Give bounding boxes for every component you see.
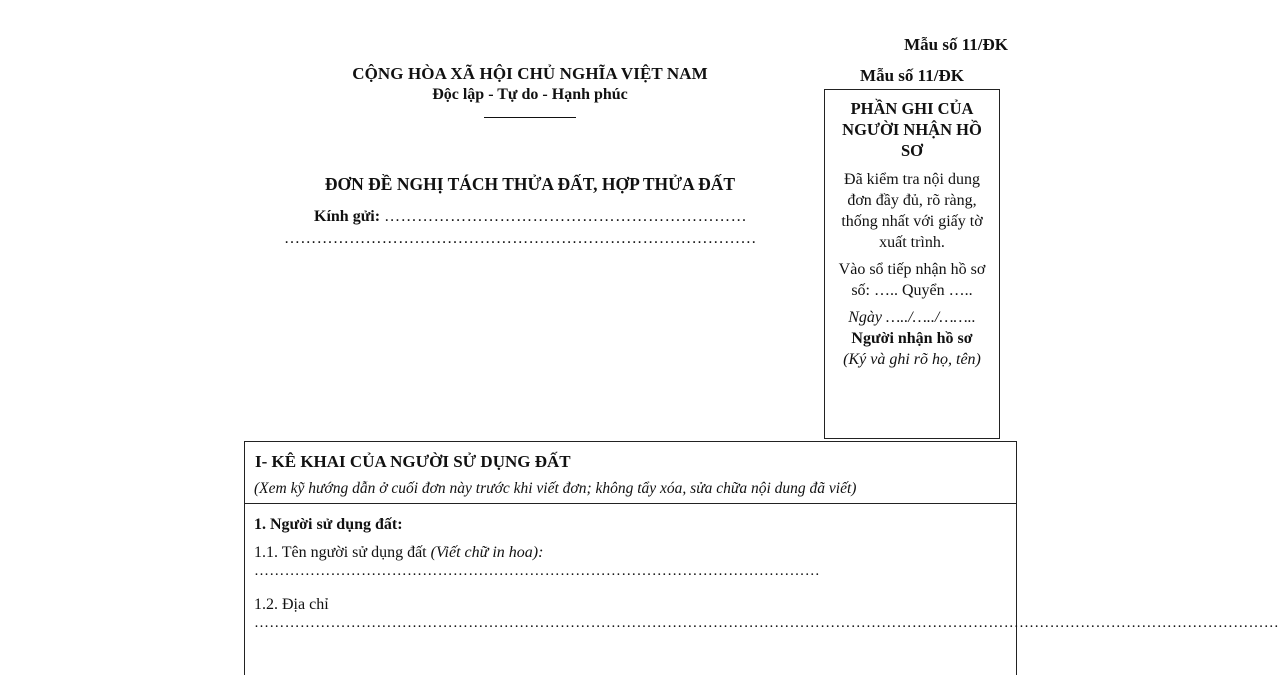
section-title: I- KÊ KHAI CỦA NGƯỜI SỬ DỤNG ĐẤT bbox=[255, 452, 571, 471]
document-title: ĐƠN ĐỀ NGHỊ TÁCH THỬA ĐẤT, HỢP THỬA ĐẤT bbox=[324, 174, 736, 194]
greeting-fill-line: ………………………………………………………… bbox=[384, 208, 748, 225]
address-fill-line: ………………………………………………………………………………………………………………………………………………………………………………… bbox=[254, 615, 1279, 631]
checked-note: Đã kiểm tra nội dung đơn đầy đủ, rõ ràng, thống nhất với giấy tờ xuất trình. bbox=[841, 171, 983, 251]
item-user-name bbox=[245, 534, 1016, 562]
item-land-user-title: 1. Người sử dụng đất: bbox=[254, 516, 403, 533]
receiver-form-number: Mẫu số 11/ĐK bbox=[860, 66, 964, 85]
greeting-fill-line-2: …………………………………………………………………………… bbox=[284, 230, 757, 247]
receiver-box-heading: PHẦN GHI CỦA NGƯỜI NHẬN HỒ SƠ bbox=[842, 99, 982, 160]
item-user-name-label: 1.1. Tên người sử dụng đất bbox=[254, 544, 431, 561]
receipt-date: Ngày …../…../…….. bbox=[848, 309, 976, 326]
declaration-section bbox=[244, 441, 1279, 675]
register-note: Vào sổ tiếp nhận hồ sơ số: ….. Quyển ….. bbox=[838, 261, 986, 299]
form-number: Mẫu số 11/ĐK bbox=[904, 35, 1008, 54]
user-name-fill-line: ………………………………………………………………………………………………… bbox=[254, 563, 821, 579]
slogan: Độc lập - Tự do - Hạnh phúc bbox=[432, 86, 628, 103]
item-address-label: 1.2. Địa chỉ bbox=[254, 596, 329, 613]
receiver-label: Người nhận hồ sơ bbox=[851, 330, 973, 347]
motto-divider bbox=[484, 117, 576, 118]
section-note: (Xem kỹ hướng dẫn ở cuối đơn này trước khi viết đơn; không tẩy xóa, sửa chữa nội dung đã viết) bbox=[245, 472, 1016, 504]
receiver-box bbox=[824, 89, 1000, 439]
sign-note: (Ký và ghi rõ họ, tên) bbox=[843, 351, 981, 368]
nation-name: CỘNG HÒA XÃ HỘI CHỦ NGHĨA VIỆT NAM bbox=[352, 64, 708, 83]
greeting-line bbox=[314, 208, 747, 226]
item-user-name-hint: (Viết chữ in hoa): bbox=[430, 544, 544, 561]
greeting-label: Kính gửi: bbox=[314, 208, 381, 225]
national-motto bbox=[300, 64, 760, 118]
